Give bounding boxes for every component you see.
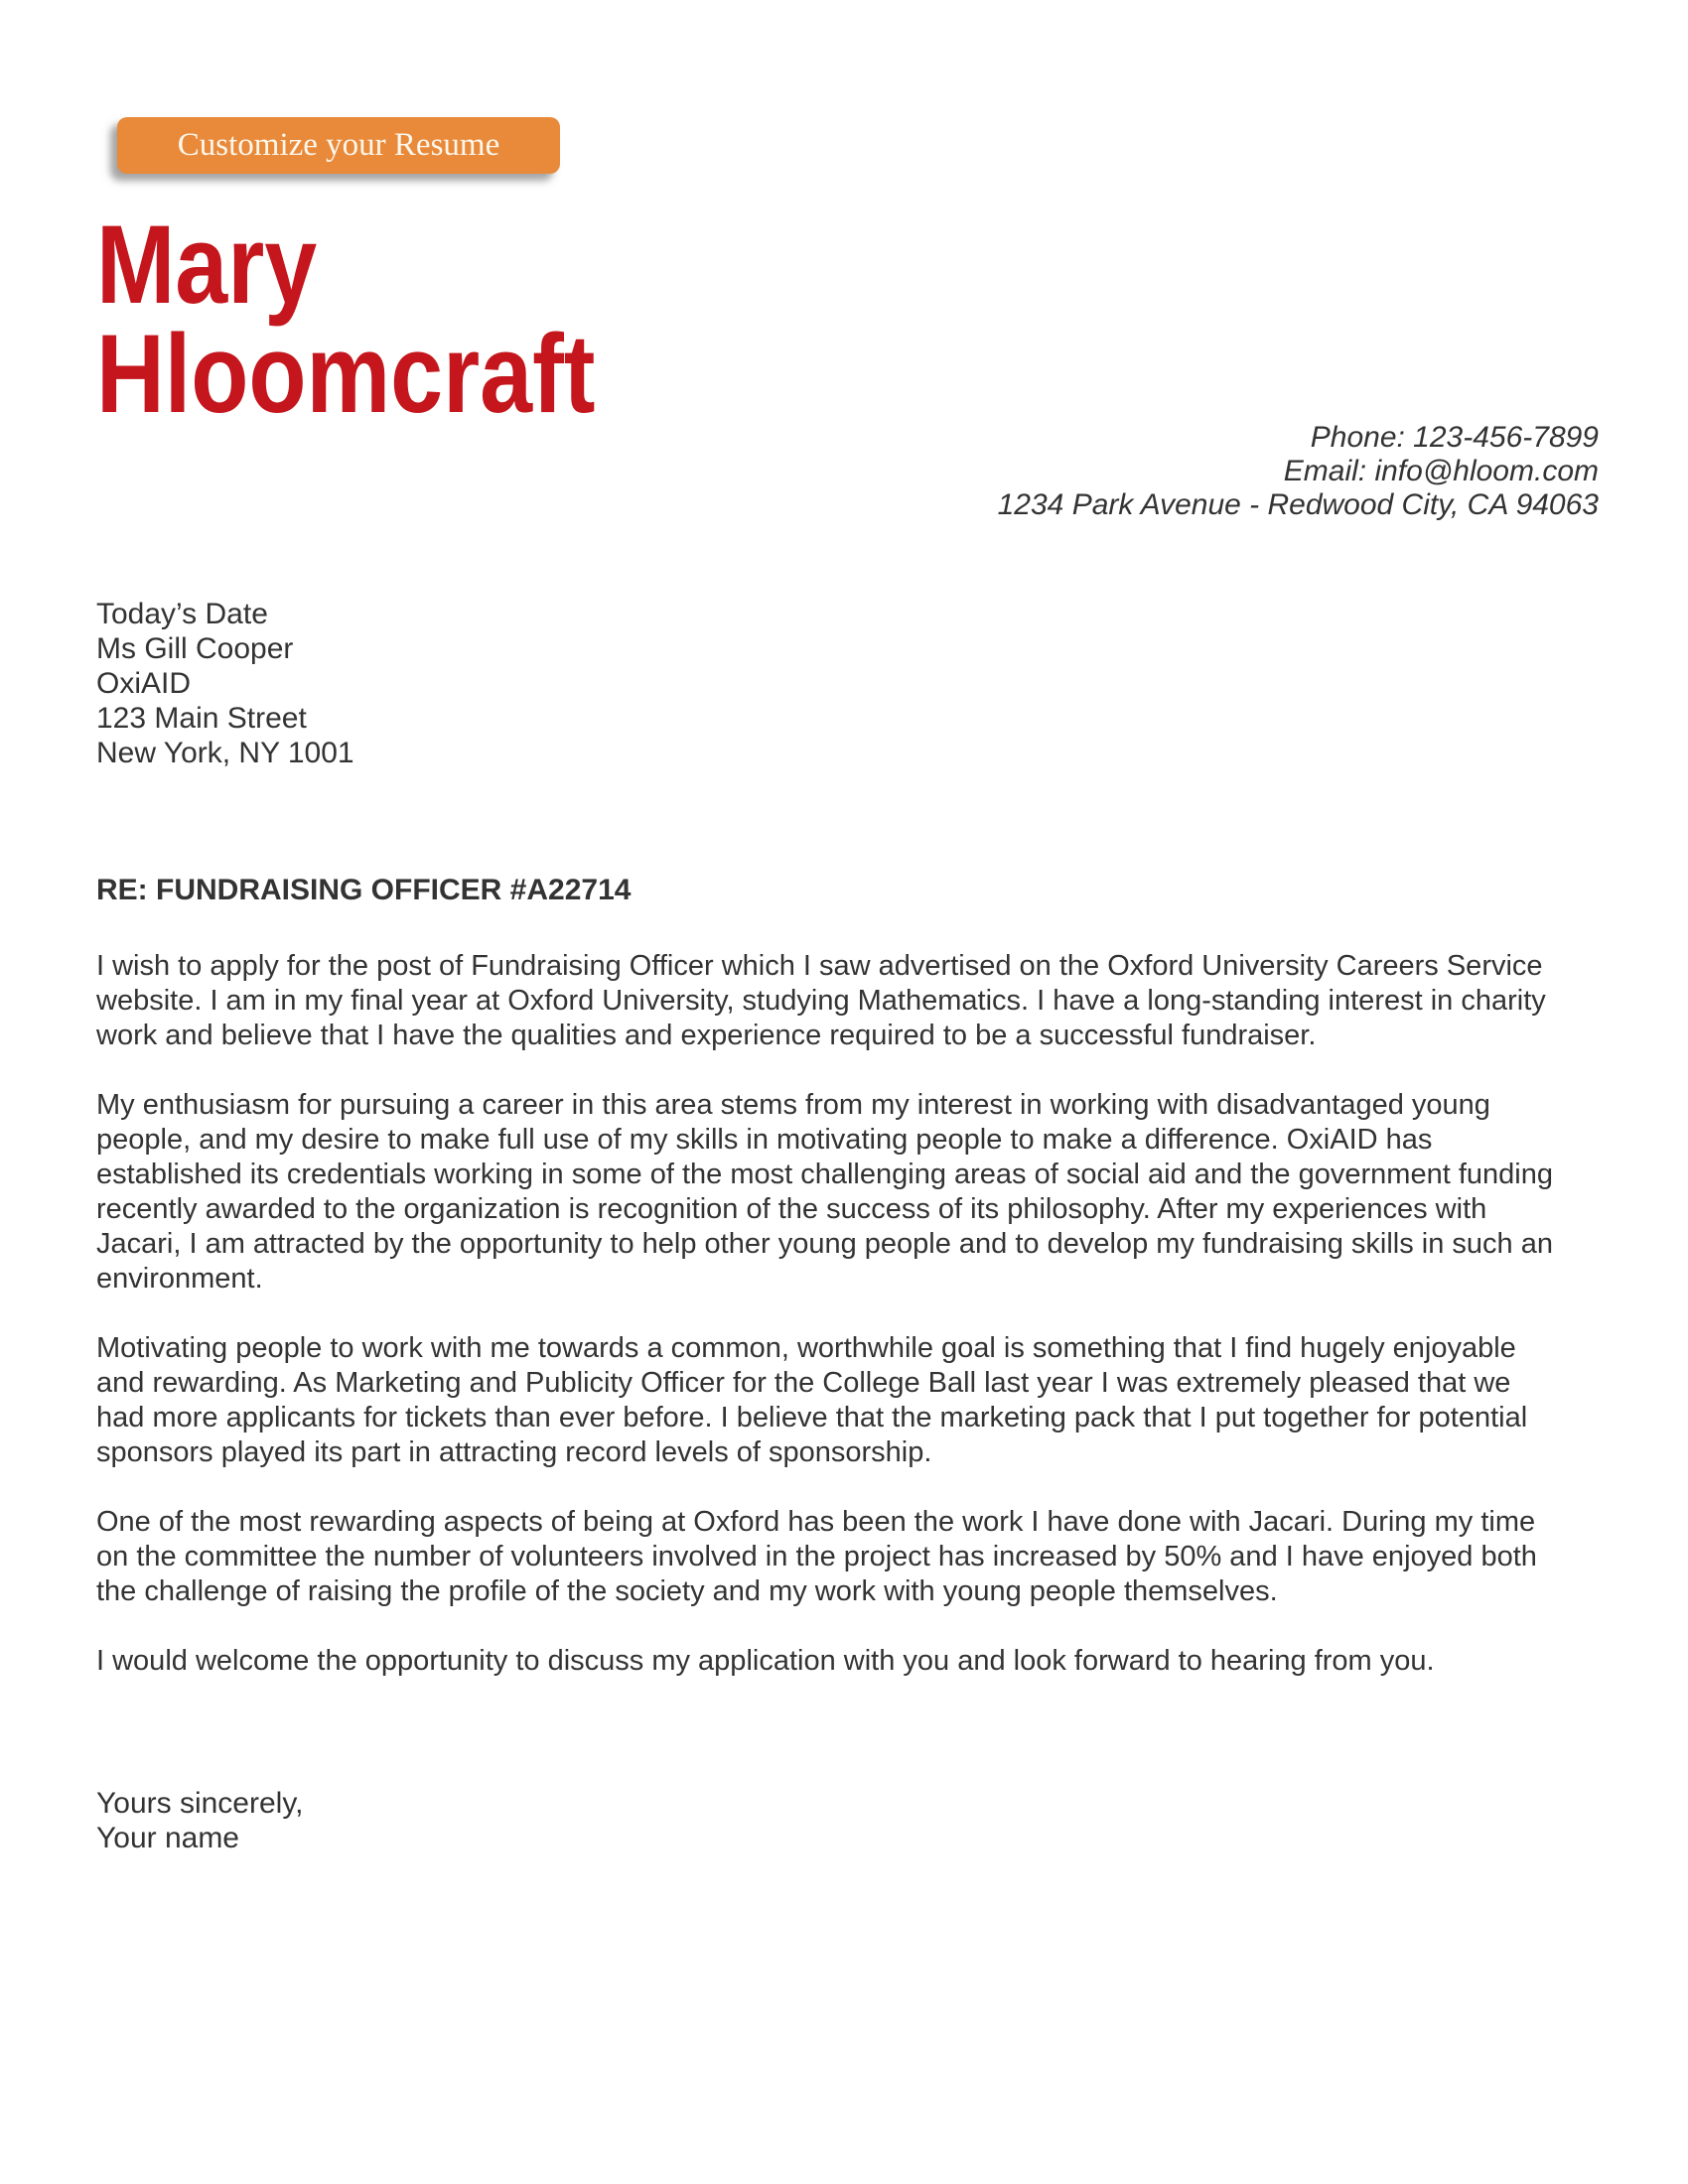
closing-block [96, 1786, 303, 1855]
subject-line: RE: FUNDRAISING OFFICER #A22714 [96, 874, 632, 906]
recipient-organization-line: OxiAID [96, 667, 192, 700]
contact-address-line: 1234 Park Avenue - Redwood City, CA 94063 [997, 488, 1599, 521]
recipient-city-line: New York, NY 1001 [96, 737, 354, 769]
recipient-street-line: 123 Main Street [96, 702, 307, 735]
body-paragraph-1: I wish to apply for the post of Fundraising Officer which I saw advertised on the Oxford University Careers Service website. I am in my final year at Oxford University, studying Mathematics. I have a long-standing interest in charity work and believe that I have the qualities and experience required to be a successful fundraiser. [96, 950, 1546, 1051]
letter-date-line: Today’s Date [96, 598, 268, 630]
recipient-name-line: Ms Gill Cooper [96, 632, 294, 665]
recipient-block [96, 597, 354, 770]
contact-email-line: Email: info@hloom.com [1283, 455, 1599, 487]
applicant-name-line1: Mary [96, 203, 318, 327]
customize-resume-button[interactable]: Customize your Resume [117, 117, 560, 174]
contact-phone-line: Phone: 123-456-7899 [1310, 421, 1599, 454]
letter-body [96, 949, 1566, 1679]
body-paragraph-3: Motivating people to work with me towards a common, worthwhile goal is something that I find hugely enjoyable and rewarding. As Marketing and Publicity Officer for the College Ball last year I was extremely pleased that we had more applicants for tickets than ever before. I believe that the marketing pack that I put together for potential sponsors played its part in attracting record levels of sponsorship. [96, 1332, 1528, 1468]
body-paragraph-2: My enthusiasm for pursuing a career in this area stems from my interest in working with disadvantaged young people, and my desire to make full use of my skills in motivating people to make a difference. OxiAID has established its credentials working in some of the most challenging areas of social aid and the government funding recently awarded to the organization is recognition of the success of its philosophy. After my experiences with Jacari, I am attracted by the opportunity to help other young people and to develop my fundraising skills in such an environment. [96, 1089, 1553, 1295]
body-paragraph-5: I would welcome the opportunity to discuss my application with you and look forward to hearing from you. [96, 1645, 1435, 1677]
applicant-name [96, 203, 596, 436]
applicant-name-line2: Hloomcraft [96, 312, 596, 436]
closing-salutation: Yours sincerely, [96, 1787, 304, 1820]
closing-signature: Your name [96, 1822, 239, 1854]
body-paragraph-4: One of the most rewarding aspects of being at Oxford has been the work I have done with Jacari. During my time on the committee the number of volunteers involved in the project has increased by 50% and I have enjoyed both the challenge of raising the profile of the society and my work with young people themselves. [96, 1506, 1537, 1607]
contact-info [998, 421, 1599, 522]
